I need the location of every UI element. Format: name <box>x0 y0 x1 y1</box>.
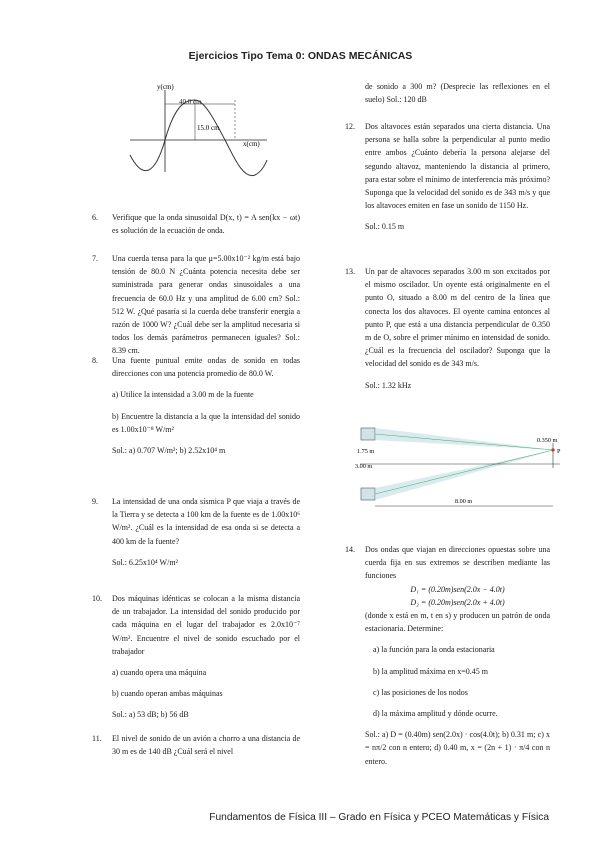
exercise-11: 11. El nivel de sonido de un avión a chorro a una distancia de 30 m es de 140 dB ¿Cuál será el nivel <box>92 734 300 757</box>
exercise-12: 12. Dos altavoces están separados una cierta distancia. Una persona se halla sobre la perpendicular al punto medio entre ambos ¿Cuánto debería la persona alejarse del segundo altavoz, manteniendo la distancia al primero, para estar sobre el mínimo de interferencia más próximo? Suponga que la velocidad del sonido es de 343 m/s y que los altavoces emiten en fase un sonido de 1150 Hz. Sol.: 0.15 m <box>345 122 550 232</box>
exercise-10: 10. Dos máquinas idénticas se colocan a la misma distancia de un trabajador. La intensidad del sonido producido por cada máquina en el lugar del trabajador es 2.0x10⁻⁷ W/m². Encuentre el nivel de sonido escuchado por el trabajador a) cuando opera una máquina b) cuando operan ambas máquinas Sol.: a) 53 dB; b) 56 dB <box>92 594 300 720</box>
page-title: Ejercicios Tipo Tema 0: ONDAS MECÁNICAS <box>188 50 413 62</box>
speakers-left-label: 3.00 m <box>355 463 373 470</box>
exercise-14: 14. Dos ondas que viajan en direcciones opuestas sobre una cuerda fija en sus extremos se describen mediante las funciones D₁ = (0.20m)sen(2.0x − 4.0t) D₂ = (0.20m)sen(2.0x + 4.0t) (donde x está en m, t en s) y producen un patrón de onda estacionaria. Determine: a) la función para la onda estacionaria b) la amplitud máxima en x=0.45 m c) las posiciones de los nodos d) la máxima amplitud y dónde ocurre. Sol.: a) D = (0.40m) sen(2.0x) · cos(4.0t); b) 0.31 m; c) x = nπ/2 con n entero; d) 0.40 m, x = (2n + 1) · π/4 con n entero. <box>345 545 550 766</box>
wave-wavelength-label: 40.0 cm <box>179 98 202 106</box>
speakers-point-label: P <box>557 448 561 455</box>
page-footer: Fundamentos de Física III – Grado en Física y PCEO Matemáticas y Física <box>209 812 549 823</box>
exercise-11-continuation: de sonido a 300 m? (Desprecie las reflexiones en el suelo) Sol.: 120 dB <box>365 82 550 105</box>
exercise-13: 13. Un par de altavoces separados 3.00 m son excitados por el mismo oscilador. Un oyente está originalmente en el punto O, situado a 8.00 m del centro de la línea que conecta los dos altavoces. El oyente camina entonces al punto P, que está a una distancia perpendicular de 0.350 m de O, sobre el primer mínimo en intensidad de sonido. ¿Cuál es la frecuencia del oscilador? Suponga que la velocidad del sonido es de 343 m/s. Sol.: 1.32 kHz <box>345 267 550 390</box>
wave-y-label: y(cm) <box>157 83 174 91</box>
wave-amplitude-label: 15.0 cm <box>197 124 220 132</box>
speakers-figure <box>355 418 567 510</box>
speakers-top-label: 1.75 m <box>357 448 375 455</box>
exercise-8: 8. Una fuente puntual emite ondas de sonido en todas direcciones con una potencia promedio de 80.0 W. a) Utilice la intensidad a 3.00 m de la fuente b) Encuentre la distancia a la que la intensidad del sonido es 1.00x10⁻⁸ W/m² Sol.: a) 0.707 W/m²; b) 2.52x10⁴ m <box>92 356 300 456</box>
wave-x-label: x(cm) <box>243 140 260 148</box>
equation-1: D₁ = (0.20m)sen(2.0x − 4.0t) <box>410 584 505 594</box>
wave-figure <box>125 80 275 180</box>
exercise-7: 7. Una cuerda tensa para la que μ=5.00x10⁻² kg/m está bajo tensión de 80.0 N ¿Cuánta potencia necesita debe ser suministrada para generar ondas sinusoidales a una frecuencia de 60.0 Hz y una amplitud de 6.00 cm? Sol.: 512 W. ¿Qué pasaría si la cuerda debe transferir energía a razón de 1000 W? ¿Cuál debe ser la amplitud necesaria si todos los demás parámetros permanecen iguales? Sol.: 8.39 cm. <box>92 254 300 356</box>
speakers-bottom-label: 8.00 m <box>455 498 473 505</box>
exercise-9: 9. La intensidad de una onda sísmica P que viaja a través de la Tierra y se detecta a 100 km de la fuente es de 1.00x10⁶ W/m². ¿Cuál es la intensidad de esa onda si se detecta a 400 km de la fuente? Sol.: 6.25x10⁴ W/m² <box>92 497 300 567</box>
exercise-6: 6. Verifique que la onda sinusoidal D(x, t) = A sen(kx − ωt) es solución de la ecuación de onda. <box>92 213 300 236</box>
speakers-right-top-label: 0.350 m <box>537 437 558 444</box>
equation-2: D₂ = (0.20m)sen(2.0x + 4.0t) <box>410 597 505 607</box>
